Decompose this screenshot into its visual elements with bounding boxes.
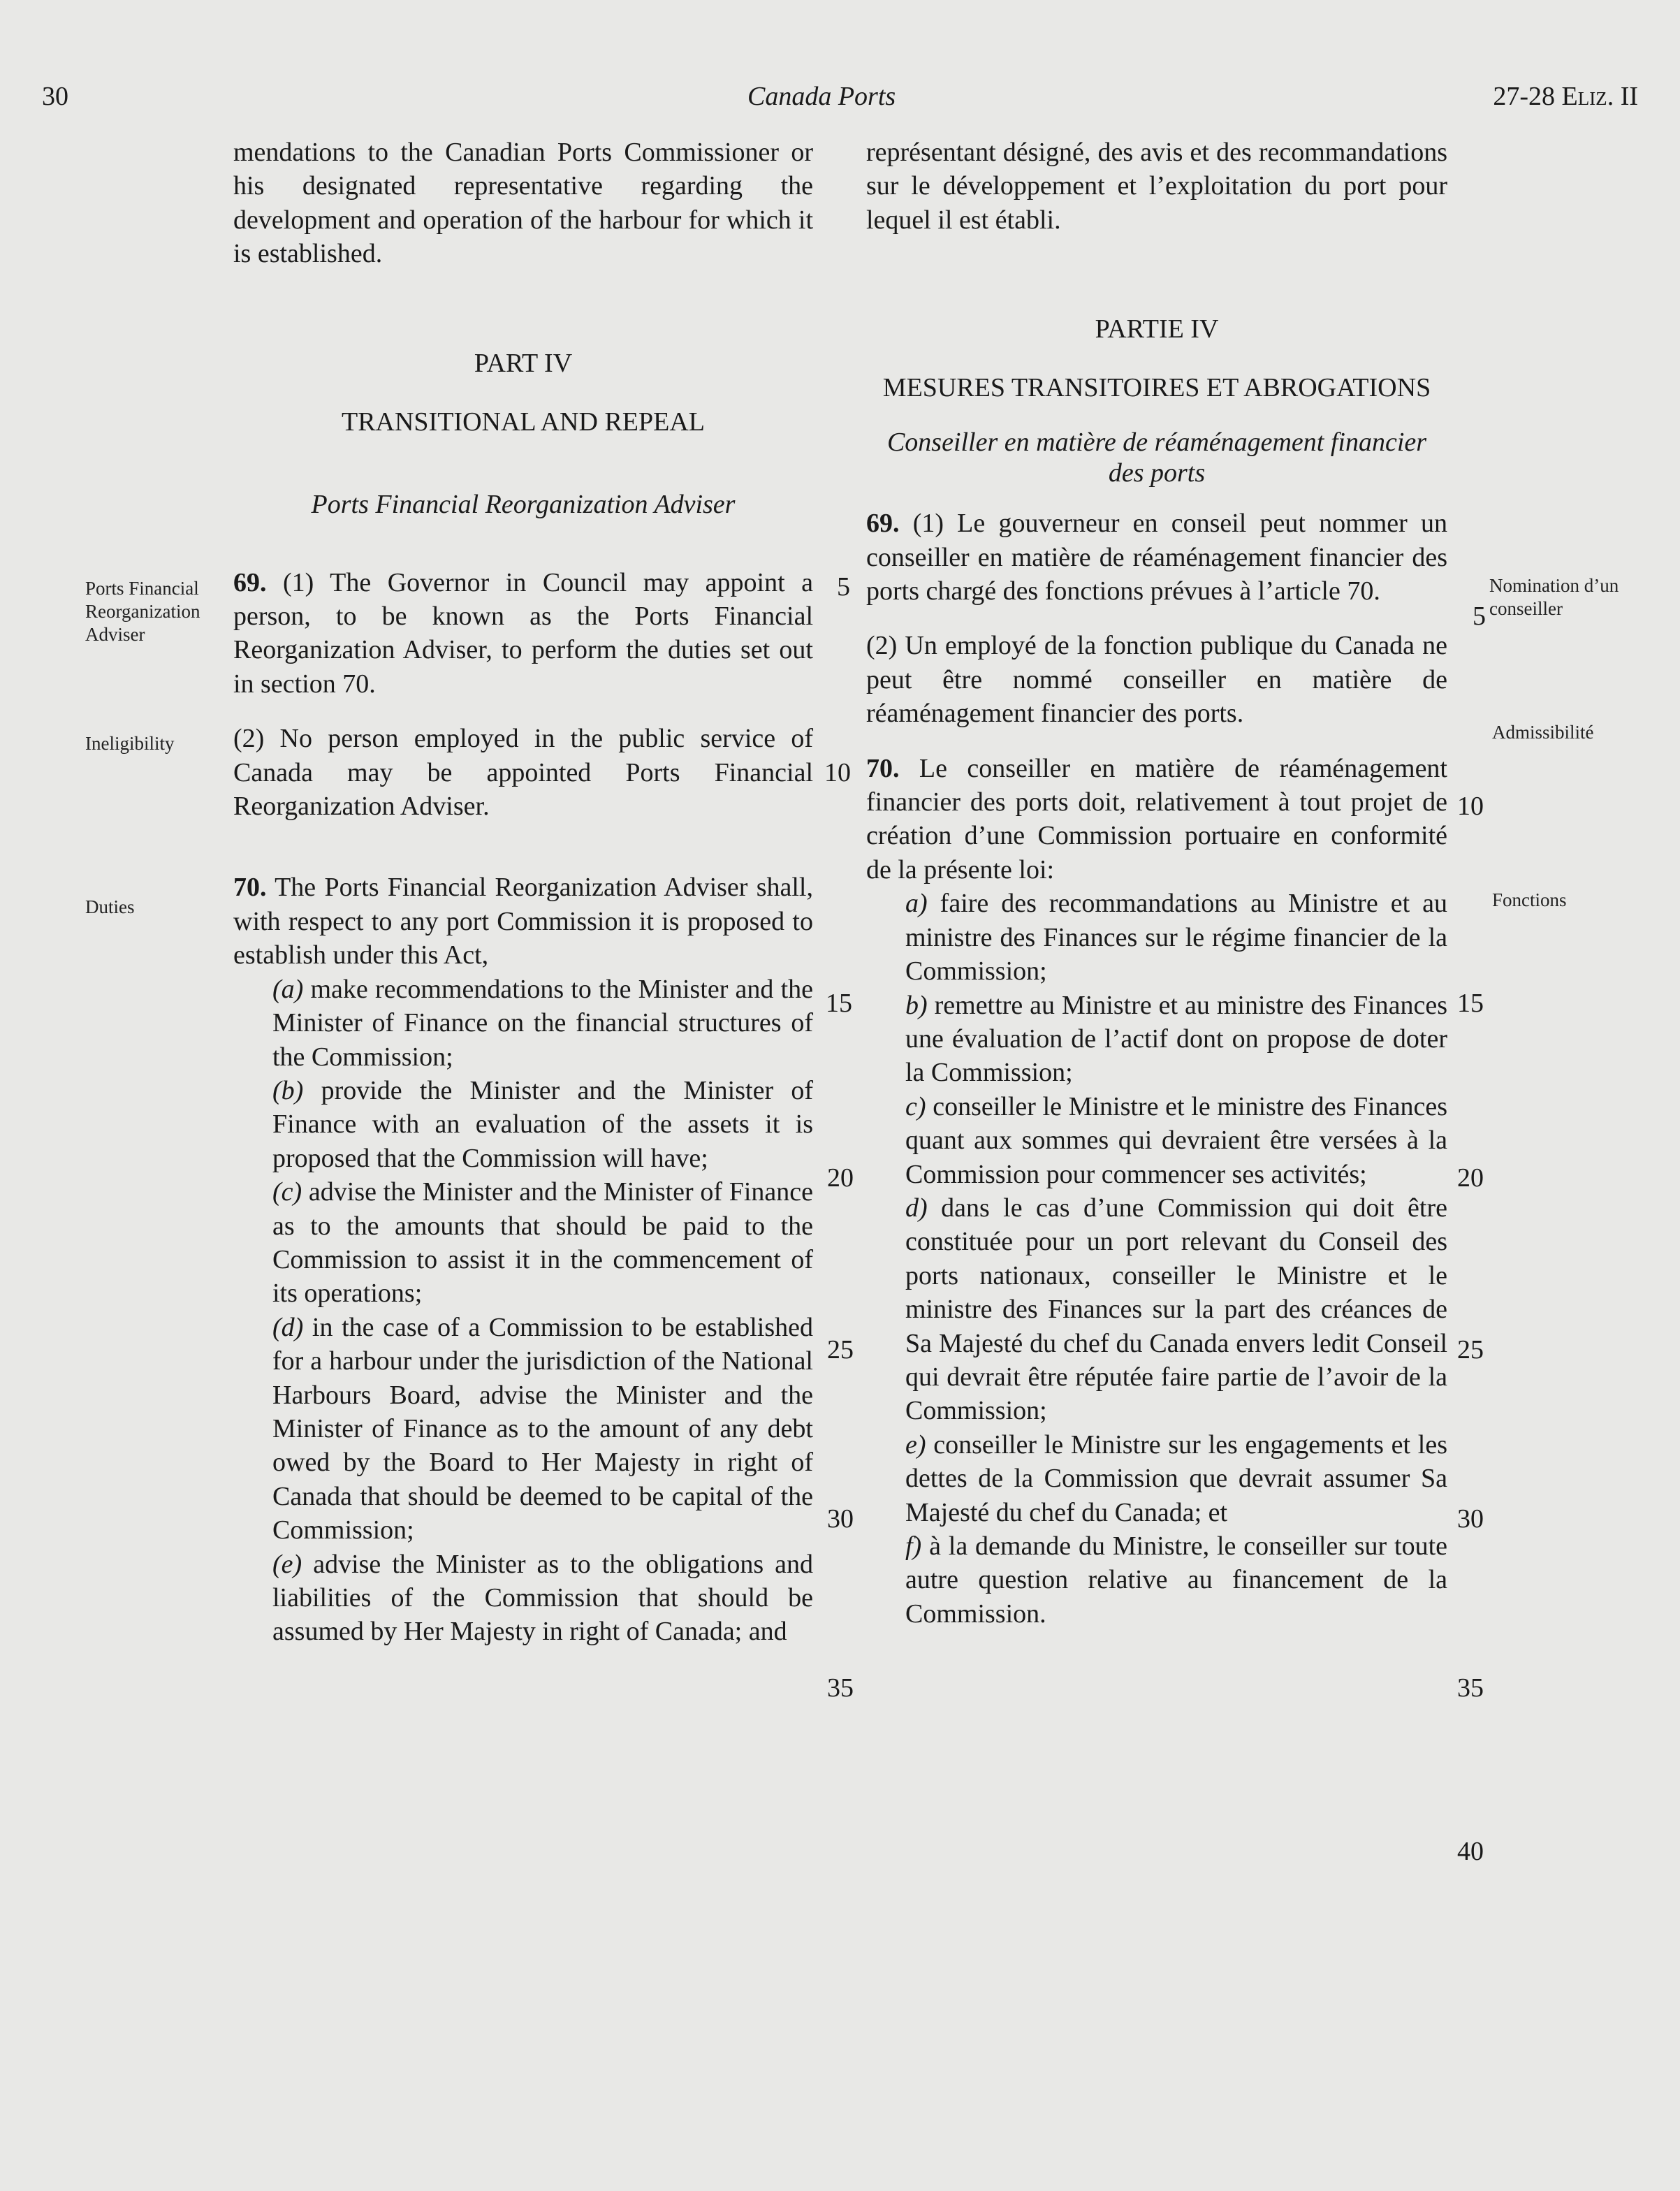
en-margin-note-70: Duties [85,896,135,917]
en-margin-note-69-1: Ports Financial Reorganization Adviser [85,578,200,645]
fr-item-f: f) à la demande du Ministre, le conseiller sur toute autre question relative au financement de la Commission. [905,1531,1448,1629]
fr-margin-note-69-2: Admissibilité [1492,722,1594,743]
line-number: 20 [827,1163,854,1193]
en-item-a: (a) make recommendations to the Minister and the Minister of Finance on the financial structures of the Commission; [272,974,814,1072]
en-item-b: (b) provide the Minister and the Minister of Finance with an evaluation of the assets it is proposed that the Commission will have; [272,1075,813,1173]
line-number: 20 [1457,1163,1484,1193]
line-number: 25 [827,1335,854,1364]
line-number: 35 [827,1673,854,1703]
fr-continuation: représentant désigné, des avis et des recommandations sur le développement et l’exploitation du port pour lequel il est établi. [866,138,1447,235]
line-number: 30 [827,1504,854,1534]
en-subheading: Ports Financial Reorganization Adviser [311,489,736,519]
page-number: 30 [42,82,68,111]
french-column [866,136,1447,1631]
fr-item-d: d) dans le cas d’une Commission qui doit être constituée pour un port relevant du Conseil des ports nationaux, conseiller le Ministre et le ministre des Finances sur la part des créances de Sa Majesté du chef du Canada envers ledit Conseil qui devrait être réputée faire partie de l’avoir de la Commission; [905,1193,1448,1426]
en-part-label: PART IV [474,348,573,378]
en-item-d: (d) in the case of a Commission to be established for a harbour under the jurisdiction of the National Harbours Board, advise the Minister and the Minister of Finance as to the amount of any debt owed by the Board to Her Majesty in right of Canada that should be deemed to be capital of the Commission; [272,1312,814,1545]
line-number: 15 [1457,989,1484,1018]
en-item-c: (c) advise the Minister and the Minister of Finance as to the amounts that should be paid to the Commission to assist it in the commencement of its operations; [272,1177,814,1309]
en-continuation: mendations to the Canadian Ports Commissioner or his designated representative regarding the development and operation of the harbour for which it is established. [233,138,813,269]
en-section-70: 70. The Ports Financial Reorganization Adviser shall, with respect to any port Commission it is proposed to establish under this Act, [233,873,813,970]
line-number: 5 [837,572,850,602]
line-number: 15 [826,989,852,1018]
english-column [233,136,813,1649]
fr-item-e: e) conseiller le Ministre sur les engagements et les dettes de la Commission que devrait assumer Sa Majesté du chef du Canada; et [905,1429,1448,1527]
fr-margin-note-69-1: Nomination d’un conseiller [1489,575,1619,619]
running-title: Canada Ports [747,82,896,111]
line-number: 10 [824,758,851,787]
fr-item-a: a) faire des recommandations au Ministre et au ministre des Finances sur le régime financier de la Commission; [905,889,1448,987]
fr-section-69-1: 69. (1) Le gouverneur en conseil peut nommer un conseiller en matière de réaménagement financier des ports chargé des fonctions prévues à l’article 70. [866,509,1447,606]
en-item-e: (e) advise the Minister as to the obligations and liabilities of the Commission that should be assumed by Her Majesty in right of Canada; and [272,1549,813,1647]
line-number: 10 [1457,792,1484,821]
line-number: 30 [1457,1504,1484,1534]
fr-part-label: PARTIE IV [1095,314,1219,344]
fr-subheading: Conseiller en matière de réaménagement financier des ports [886,428,1427,488]
en-part-title: TRANSITIONAL AND REPEAL [341,407,705,437]
fr-section-70: 70. Le conseiller en matière de réaménagement financier des ports doit, relativement à tout projet de création d’une Commission portuaire en conformité de la présente loi: [866,753,1447,885]
en-section-69-2: (2) No person employed in the public service of Canada may be appointed Ports Financial Reorganization Adviser. [233,724,813,822]
line-number: 40 [1457,1837,1484,1866]
regnal-year: 27-28 Eliz. II [1493,82,1638,111]
fr-part-title: MESURES TRANSITOIRES ET ABROGATIONS [882,373,1431,403]
en-section-69-1: 69. (1) The Governor in Council may appoint a person, to be known as the Ports Financial Reorganization Adviser, to perform the duties set out in section 70. [233,567,814,699]
fr-margin-note-70: Fonctions [1492,889,1567,910]
fr-item-c: c) conseiller le Ministre et le ministre des Finances quant aux sommes qui devraient être versées à la Commission pour commencer ses activités; [905,1091,1448,1189]
line-number: 25 [1457,1335,1484,1364]
fr-section-69-2: (2) Un employé de la fonction publique du Canada ne peut être nommé conseiller en matière de réaménagement financier des ports. [866,631,1447,729]
en-margin-note-69-2: Ineligibility [85,733,175,754]
fr-item-b: b) remettre au Ministre et au ministre des Finances une évaluation de l’actif dont on propose de doter la Commission; [905,990,1448,1088]
line-number: 5 [1473,602,1486,631]
line-number: 35 [1457,1673,1484,1703]
